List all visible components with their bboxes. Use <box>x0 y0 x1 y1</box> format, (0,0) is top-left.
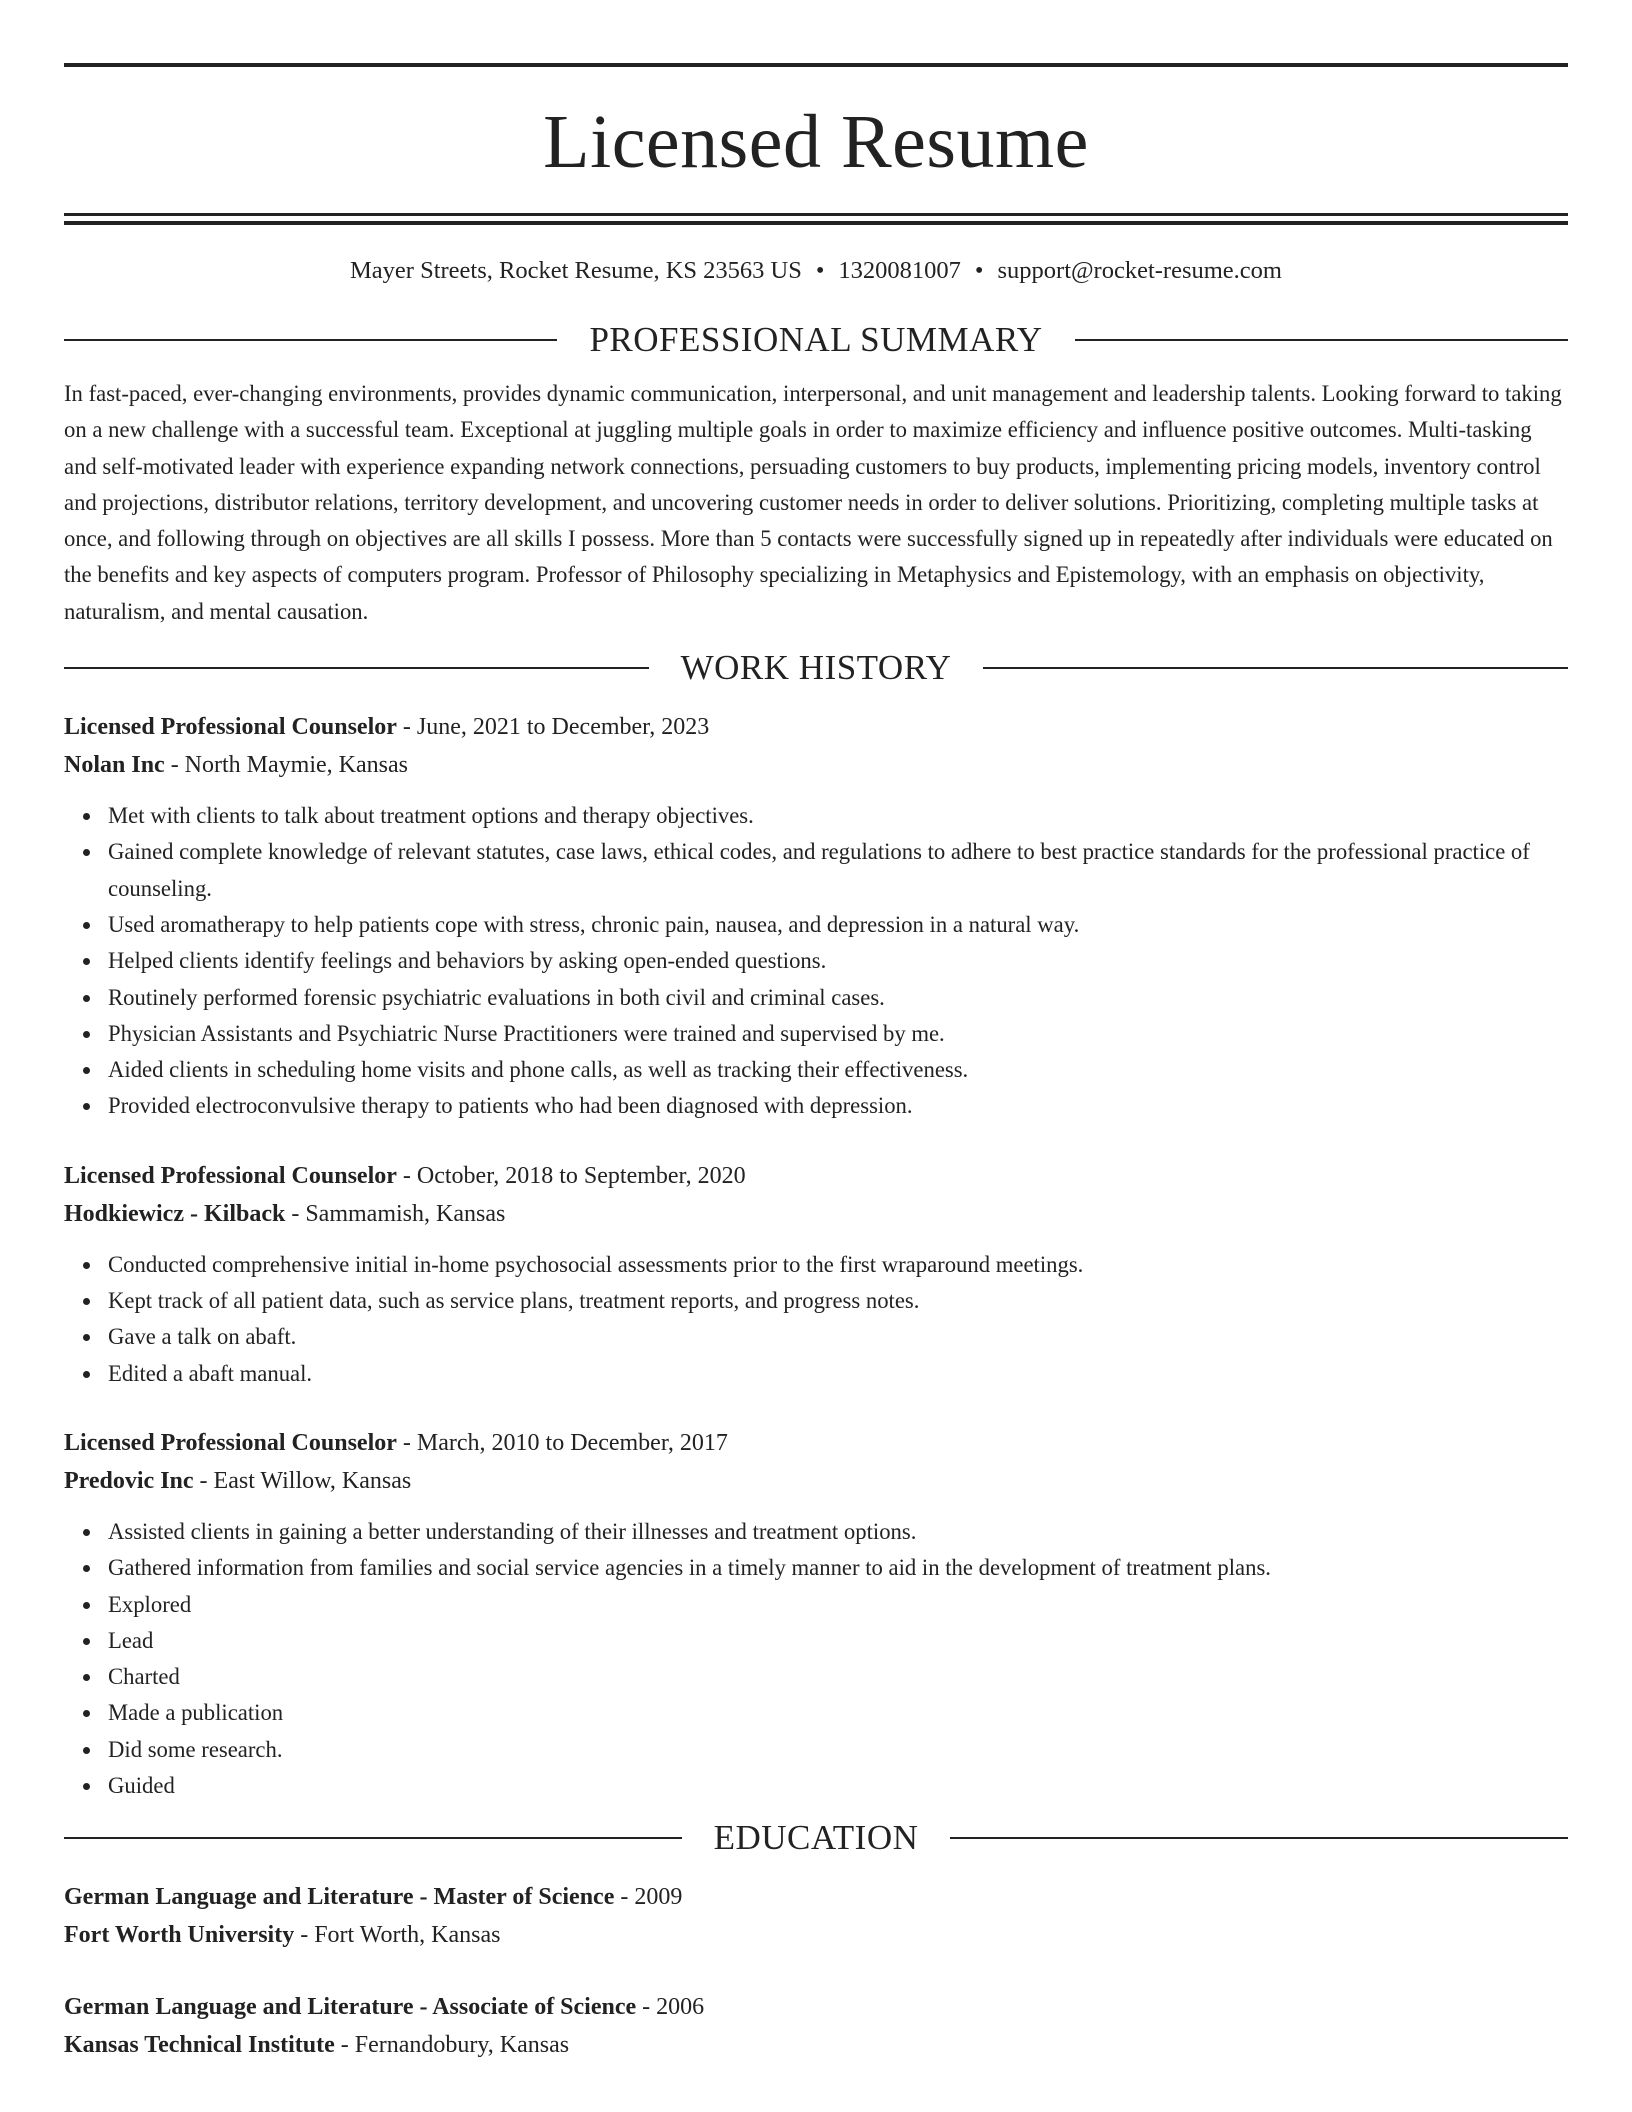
education-entry <box>64 1878 1568 1954</box>
duty-list <box>64 1514 1568 1804</box>
education-degree-line <box>64 1988 1568 2026</box>
job-company-line <box>64 1462 1568 1500</box>
job-title-line <box>64 1157 1568 1195</box>
job-company-line <box>64 1195 1568 1233</box>
education-degree-line <box>64 1878 1568 1916</box>
bullet-icon <box>83 1638 90 1645</box>
job-company-line <box>64 746 1568 784</box>
bullet-icon <box>83 1747 90 1754</box>
job-dates: - June, 2021 to December, 2023 <box>396 714 710 741</box>
bullet-icon <box>83 849 90 856</box>
duty-item: Used aromatherapy to help patients cope with stress, chronic pain, nausea, and depression in a natural way. <box>108 907 1568 943</box>
job-title: Licensed Professional Counselor <box>64 1429 397 1456</box>
education-school: Fort Worth University <box>64 1922 295 1949</box>
job-company: Nolan Inc <box>64 752 165 779</box>
education-entry <box>64 1988 1568 2064</box>
summary-text: In fast-paced, ever-changing environments, provides dynamic communication, interpersonal, and unit management and leadership talents. Looking forward to taking on a new challenge with a successful team. Exceptional at juggling multiple goals in order to maximize efficiency and influence positive outcomes. Multi-tasking and self-motivated leader with experience expanding network connections, persuading customers to buy products, implementing pricing models, inventory control and projections, distributor relations, territory development, and uncovering customer needs in order to deliver solutions. Prioritizing, completing multiple tasks at once, and following through on objectives are all skills I possess. More than 5 contacts were successfully signed up in repeatedly after individuals were educated on the benefits and key aspects of computers program. Professor of Philosophy specializing in Metaphysics and Epistemology, with an emphasis on objectivity, naturalism, and mental causation. <box>64 381 1562 624</box>
duty-item: Made a publication <box>108 1695 1568 1731</box>
job-location: - Sammamish, Kansas <box>285 1200 506 1227</box>
bullet-icon <box>83 1710 90 1717</box>
duty-item: Edited a abaft manual. <box>108 1356 1568 1392</box>
duty-item: Met with clients to talk about treatment options and therapy objectives. <box>108 798 1568 834</box>
duty-item: Lead <box>108 1623 1568 1659</box>
bullet-icon <box>83 1783 90 1790</box>
duty-list <box>64 798 1568 1125</box>
duty-item: Aided clients in scheduling home visits and phone calls, as well as tracking their effectiveness. <box>108 1052 1568 1088</box>
heading-rule-left <box>64 667 649 669</box>
education-year: - 2006 <box>636 1994 705 2021</box>
duty-item: Routinely performed forensic psychiatric evaluations in both civil and criminal cases. <box>108 980 1568 1016</box>
job-title-line <box>64 1424 1568 1462</box>
bullet-icon <box>83 1529 90 1536</box>
job-entry <box>64 1157 1568 1392</box>
education-school-line <box>64 2026 1568 2064</box>
work-section-heading <box>64 648 1568 688</box>
contact-email: support@rocket-resume.com <box>997 257 1282 284</box>
contact-address: Mayer Streets, Rocket Resume, KS 23563 US <box>350 257 802 284</box>
contact-phone: 1320081007 <box>838 257 961 284</box>
bullet-icon <box>83 1262 90 1269</box>
duty-item: Gained complete knowledge of relevant statutes, case laws, ethical codes, and regulations to adhere to best practice standards for the professional practice of counseling. <box>108 834 1568 907</box>
duty-list <box>64 1247 1568 1392</box>
summary-heading-label: PROFESSIONAL SUMMARY <box>589 320 1043 359</box>
bullet-icon <box>83 1565 90 1572</box>
resume-page <box>64 0 1568 2064</box>
job-title: Licensed Professional Counselor <box>64 714 397 741</box>
duty-item: Conducted comprehensive initial in-home psychosocial assessments prior to the first wraparound meetings. <box>108 1247 1568 1283</box>
job-entry <box>64 708 1568 1125</box>
duty-item: Explored <box>108 1587 1568 1623</box>
bullet-icon <box>83 922 90 929</box>
duty-item: Guided <box>108 1768 1568 1804</box>
job-entry <box>64 1424 1568 1804</box>
summary-section-heading <box>64 320 1568 360</box>
bullet-icon <box>83 995 90 1002</box>
job-location: - North Maymie, Kansas <box>164 752 408 779</box>
contact-separator: • <box>974 257 984 284</box>
bullet-icon <box>83 813 90 820</box>
duty-item: Kept track of all patient data, such as service plans, treatment reports, and progress notes. <box>108 1283 1568 1319</box>
job-dates: - March, 2010 to December, 2017 <box>396 1429 728 1456</box>
education-heading-label: EDUCATION <box>713 1818 919 1858</box>
bullet-icon <box>83 1067 90 1074</box>
job-location: - East Willow, Kansas <box>193 1467 412 1494</box>
duty-item: Did some research. <box>108 1732 1568 1768</box>
education-section-heading <box>64 1818 1568 1858</box>
education-degree: German Language and Literature - Master of Science <box>64 1884 615 1911</box>
education-location: - Fort Worth, Kansas <box>294 1922 501 1949</box>
duty-item: Physician Assistants and Psychiatric Nurse Practitioners were trained and supervised by me. <box>108 1016 1568 1052</box>
job-company: Hodkiewicz - Kilback <box>64 1200 286 1227</box>
education-location: - Fernandobury, Kansas <box>334 2032 570 2059</box>
bullet-icon <box>83 958 90 965</box>
job-title: Licensed Professional Counselor <box>64 1162 397 1189</box>
job-title-line <box>64 708 1568 746</box>
heading-rule-right <box>983 667 1568 669</box>
bullet-icon <box>83 1674 90 1681</box>
duty-item: Provided electroconvulsive therapy to patients who had been diagnosed with depression. <box>108 1088 1568 1124</box>
work-heading-label: WORK HISTORY <box>680 648 952 688</box>
bullet-icon <box>83 1371 90 1378</box>
heading-rule-left <box>64 1837 682 1839</box>
heading-rule-right <box>950 1837 1568 1839</box>
bullet-icon <box>83 1602 90 1609</box>
resume-title: Licensed Resume <box>543 100 1089 184</box>
education-school: Kansas Technical Institute <box>64 2032 335 2059</box>
education-degree: German Language and Literature - Associate of Science <box>64 1994 637 2021</box>
heading-rule-right <box>1075 339 1568 341</box>
education-year: - 2009 <box>614 1884 683 1911</box>
bullet-icon <box>83 1103 90 1110</box>
title-double-rule <box>64 213 1568 225</box>
duty-item: Gave a talk on abaft. <box>108 1319 1568 1355</box>
bullet-icon <box>83 1298 90 1305</box>
education-school-line <box>64 1916 1568 1954</box>
contact-separator: • <box>815 257 825 284</box>
job-dates: - October, 2018 to September, 2020 <box>396 1162 746 1189</box>
top-rule <box>64 63 1568 67</box>
heading-rule-left <box>64 339 557 341</box>
job-company: Predovic Inc <box>64 1467 194 1494</box>
duty-item: Charted <box>108 1659 1568 1695</box>
bullet-icon <box>83 1031 90 1038</box>
duty-item: Assisted clients in gaining a better understanding of their illnesses and treatment options. <box>108 1514 1568 1550</box>
bullet-icon <box>83 1334 90 1341</box>
contact-line <box>64 255 1568 287</box>
duty-item: Gathered information from families and social service agencies in a timely manner to aid in the development of treatment plans. <box>108 1550 1568 1586</box>
duty-item: Helped clients identify feelings and behaviors by asking open-ended questions. <box>108 943 1568 979</box>
